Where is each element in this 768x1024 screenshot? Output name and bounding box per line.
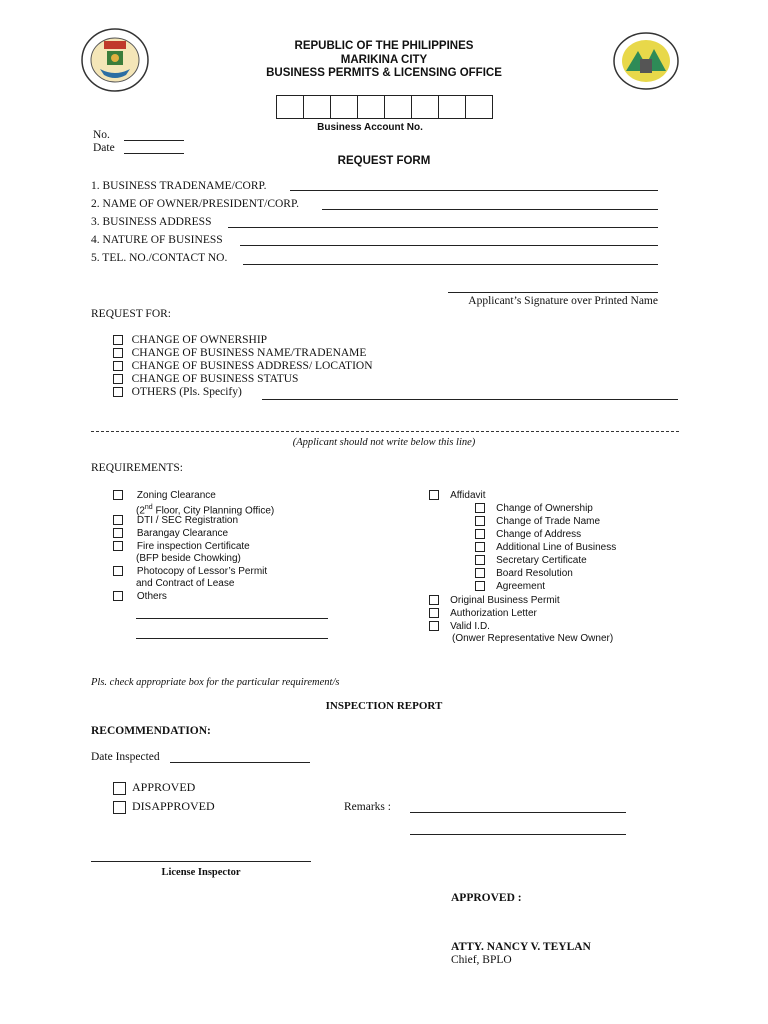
req-affidavit-additional-line[interactable]: Additional Line of Business (475, 541, 616, 554)
field-contact-label: 5. TEL. NO./CONTACT NO. (91, 252, 228, 264)
header-office: BUSINESS PERMITS & LICENSING OFFICE (266, 67, 502, 79)
request-for-title: REQUEST FOR: (91, 308, 171, 320)
field-owner-input[interactable] (322, 209, 658, 210)
checkbox[interactable] (429, 621, 439, 631)
account-digit-box[interactable] (304, 96, 331, 118)
date-field[interactable] (124, 153, 184, 154)
checkbox[interactable] (475, 581, 485, 591)
req-lessor-note: and Contract of Lease (136, 578, 235, 589)
option-disapproved[interactable]: DISAPPROVED (113, 799, 215, 814)
req-authorization[interactable]: Authorization Letter (429, 607, 537, 620)
others-specify-input[interactable] (262, 399, 678, 400)
req-lessor[interactable]: Photocopy of Lessor’s Permit (113, 565, 267, 578)
option-others[interactable]: OTHERS (Pls. Specify) (113, 386, 242, 398)
checkbox[interactable] (113, 591, 123, 601)
checkbox[interactable] (113, 335, 123, 345)
req-zoning-note: (2nd Floor, City Planning Office) (136, 504, 275, 517)
account-number-boxes[interactable] (276, 95, 493, 119)
checkbox[interactable] (113, 541, 123, 551)
req-others-input-1[interactable] (136, 618, 328, 619)
account-digit-box[interactable] (466, 96, 492, 118)
field-tradename-input[interactable] (290, 190, 658, 191)
form-title: REQUEST FORM (337, 155, 431, 167)
divider-note: (Applicant should not write below this line) (292, 437, 476, 448)
req-affidavit-ownership[interactable]: Change of Ownership (475, 502, 593, 515)
req-fire-note: (BFP beside Chowking) (136, 553, 241, 564)
divider-dashed (91, 431, 679, 432)
field-address-label: 3. BUSINESS ADDRESS (91, 216, 212, 228)
inspector-signature-line[interactable] (91, 861, 311, 862)
req-affidavit[interactable]: Affidavit (429, 489, 486, 502)
field-tradename-label: 1. BUSINESS TRADENAME/CORP. (91, 180, 267, 192)
req-affidavit-board[interactable]: Board Resolution (475, 567, 573, 580)
field-owner-label: 2. NAME OF OWNER/PRESIDENT/CORP. (91, 198, 299, 210)
requirements-title: REQUIREMENTS: (91, 462, 183, 474)
header-city: MARIKINA CITY (340, 54, 428, 66)
remarks-label: Remarks : (344, 801, 391, 813)
date-inspected-label: Date Inspected (91, 751, 160, 763)
account-digit-box[interactable] (412, 96, 439, 118)
inspector-label: License Inspector (161, 867, 241, 878)
applicant-signature-line[interactable] (448, 292, 658, 293)
checkbox[interactable] (113, 801, 126, 814)
checkbox[interactable] (475, 503, 485, 513)
checkbox[interactable] (475, 542, 485, 552)
req-business-permit[interactable]: Original Business Permit (429, 594, 560, 607)
checkbox[interactable] (113, 348, 123, 358)
req-affidavit-secretary[interactable]: Secretary Certificate (475, 554, 587, 567)
account-label: Business Account No. (317, 122, 423, 133)
recommendation-title: RECOMMENDATION: (91, 725, 211, 737)
approver-name: ATTY. NANCY V. TEYLAN (451, 941, 591, 953)
option-change-status[interactable]: CHANGE OF BUSINESS STATUS (113, 373, 298, 385)
checkbox[interactable] (113, 361, 123, 371)
req-dti[interactable]: DTI / SEC Registration (113, 514, 238, 527)
field-address-input[interactable] (228, 227, 658, 228)
req-zoning[interactable]: Zoning Clearance (113, 489, 216, 502)
checkbox[interactable] (429, 490, 439, 500)
option-change-ownership[interactable]: CHANGE OF OWNERSHIP (113, 334, 267, 346)
account-digit-box[interactable] (331, 96, 358, 118)
account-digit-box[interactable] (277, 96, 304, 118)
checkbox[interactable] (475, 555, 485, 565)
remarks-input-1[interactable] (410, 812, 626, 813)
req-fire[interactable]: Fire inspection Certificate (113, 540, 250, 553)
checkbox[interactable] (429, 608, 439, 618)
req-affidavit-tradename[interactable]: Change of Trade Name (475, 515, 600, 528)
checkbox[interactable] (113, 374, 123, 384)
checkbox[interactable] (113, 490, 123, 500)
checkbox[interactable] (475, 568, 485, 578)
checkbox[interactable] (429, 595, 439, 605)
req-affidavit-agreement[interactable]: Agreement (475, 580, 545, 593)
option-change-name[interactable]: CHANGE OF BUSINESS NAME/TRADENAME (113, 347, 366, 359)
account-digit-box[interactable] (439, 96, 466, 118)
approved-label: APPROVED : (451, 892, 522, 904)
account-digit-box[interactable] (385, 96, 412, 118)
checkbox[interactable] (113, 566, 123, 576)
account-digit-box[interactable] (358, 96, 385, 118)
field-nature-label: 4. NATURE OF BUSINESS (91, 234, 223, 246)
no-field[interactable] (124, 140, 184, 141)
option-change-address[interactable]: CHANGE OF BUSINESS ADDRESS/ LOCATION (113, 360, 373, 372)
field-contact-input[interactable] (243, 264, 658, 265)
req-others-input-2[interactable] (136, 638, 328, 639)
req-others[interactable]: Others (113, 590, 167, 603)
req-barangay[interactable]: Barangay Clearance (113, 527, 228, 540)
inspection-title: INSPECTION REPORT (325, 700, 443, 712)
checkbox[interactable] (113, 515, 123, 525)
checkbox[interactable] (113, 782, 126, 795)
option-approved[interactable]: APPROVED (113, 780, 195, 795)
checkbox[interactable] (475, 516, 485, 526)
date-inspected-input[interactable] (170, 762, 310, 763)
signature-label: Applicant’s Signature over Printed Name (468, 295, 658, 307)
date-label: Date (93, 142, 115, 154)
req-valid-id-note: (Onwer Representative New Owner) (452, 633, 614, 644)
remarks-input-2[interactable] (410, 834, 626, 835)
req-valid-id[interactable]: Valid I.D. (429, 620, 490, 633)
checkbox[interactable] (113, 528, 123, 538)
field-nature-input[interactable] (240, 245, 658, 246)
check-note: Pls. check appropriate box for the particular requirement/s (91, 677, 340, 688)
header-republic: REPUBLIC OF THE PHILIPPINES (294, 40, 474, 52)
no-label: No. (93, 129, 110, 141)
checkbox[interactable] (113, 387, 123, 397)
req-affidavit-address[interactable]: Change of Address (475, 528, 581, 541)
checkbox[interactable] (475, 529, 485, 539)
approver-position: Chief, BPLO (451, 954, 512, 966)
